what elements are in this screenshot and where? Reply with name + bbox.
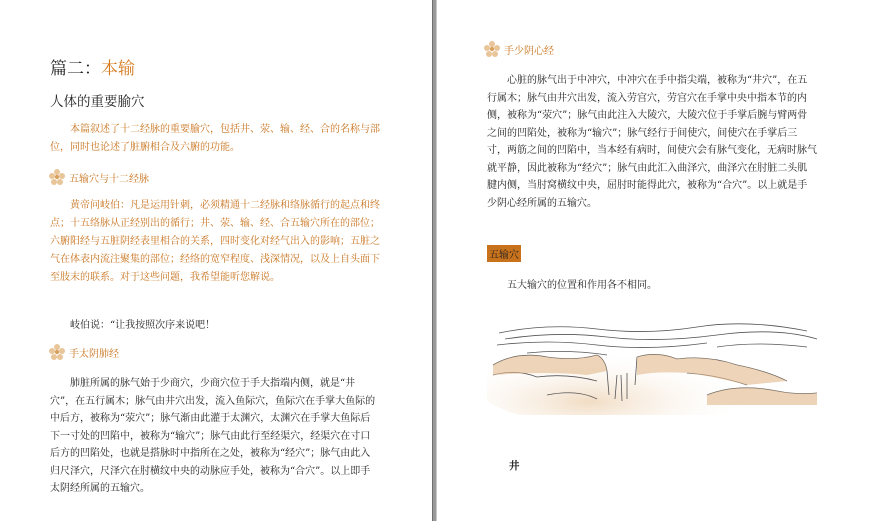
section-heading-text: 手少阴心经: [504, 45, 554, 57]
flower-ornament-icon: [48, 168, 66, 186]
section-heading-lung-meridian: [48, 343, 119, 361]
section3-text: 心脏的脉气出于中冲穴，中冲穴在手中指尖端，被称为“井穴”，在五行属木；脉气由井穴出发，流入劳宫穴，劳宫穴在手掌中央中指本节的内侧，被称为“荥穴”；脉气由此注入大陵穴，大陵穴位于手掌后腕与臂两骨之间的凹陷处，被称为“输穴”；脉气经行于间使穴，间使穴在手掌后三寸，两筋之间的凹陷中，当本经有病时，间使穴会有脉气变化，无病时脉气就平静，因此被称为“经穴”；脉气由此汇入曲泽穴，曲泽穴在肘脏二头肌腱内侧，当肘窝横纹中央，屈肘时能得此穴，被称为“合穴”。以上就是手少阴心经所属的五输穴。: [487, 75, 817, 209]
section1-paragraph: [50, 197, 380, 287]
section-heading-text: 手太阴肺经: [69, 348, 119, 360]
section1-text: 黄帝问岐伯：凡是运用针刺，必须精通十二经脉和络脉循行的起点和终点；十五络脉从正经别出的循行；井、荥、输、经、合五输穴所在的部位；六腑阳经与五脏阴经表里相合的关系，四时变化对经气出入的影响；五脏之气在体表内流注聚集的部位；经络的宽窄程度、浅深情况，以及上自头面下至肢末的联系。对于这些问题，我希望能听您解说。: [50, 200, 380, 283]
section-heading-wushu: 五输穴: [487, 245, 521, 262]
section4-line: 五大输穴的位置和作用各不相同。: [507, 280, 657, 291]
spring-landscape-illustration: [487, 315, 827, 415]
section2-text: 肺脏所属的脉气始于少商穴，少商穴位于手大指端内侧，就是“井穴”，在五行属木；脉气由井穴出发，流入鱼际穴，鱼际穴在手掌大鱼际的中后方，被称为“荥穴”；脉气渐由此灌于太渊穴，太渊穴在手掌大鱼际后下一寸处的凹陷中，被称为“输穴”；脉气由此行至经渠穴，经渠穴在寸口后方的凹陷处，也就是搭脉时中指所在之处，被称为“经穴”；脉气由此入归尺泽穴，尺泽穴在肘横纹中央的动脉应手处，被称为“合穴”。以上即手太阴经所属的五输穴。: [50, 378, 376, 494]
left-page: [0, 0, 432, 521]
chapter-title: [50, 54, 135, 79]
section-heading-wushu-twelve-meridians: [48, 168, 149, 186]
qibo-line: 岐伯说：“让我按照次序来说吧！: [70, 320, 216, 331]
section-heading-text: 五输穴与十二经脉: [69, 173, 149, 185]
right-page: [437, 0, 869, 521]
illustration-caption: 井: [509, 460, 520, 472]
intro-text: 本篇叙述了十二经脉的重要腧穴，包括井、荥、输、经、合的名称与部位，同时也论述了脏腑相合及六腑的功能。: [50, 124, 380, 153]
section3-paragraph: [487, 72, 817, 212]
section2-paragraph: [50, 375, 380, 498]
section-heading-heart-meridian: [483, 40, 554, 58]
chapter-label: 篇二：: [50, 59, 101, 79]
flower-ornament-icon: [48, 343, 66, 361]
page-subtitle: 人体的重要腧穴: [50, 94, 145, 110]
chapter-name: 本输: [101, 59, 135, 79]
intro-paragraph: [50, 121, 380, 157]
flower-ornament-icon: [483, 40, 501, 58]
